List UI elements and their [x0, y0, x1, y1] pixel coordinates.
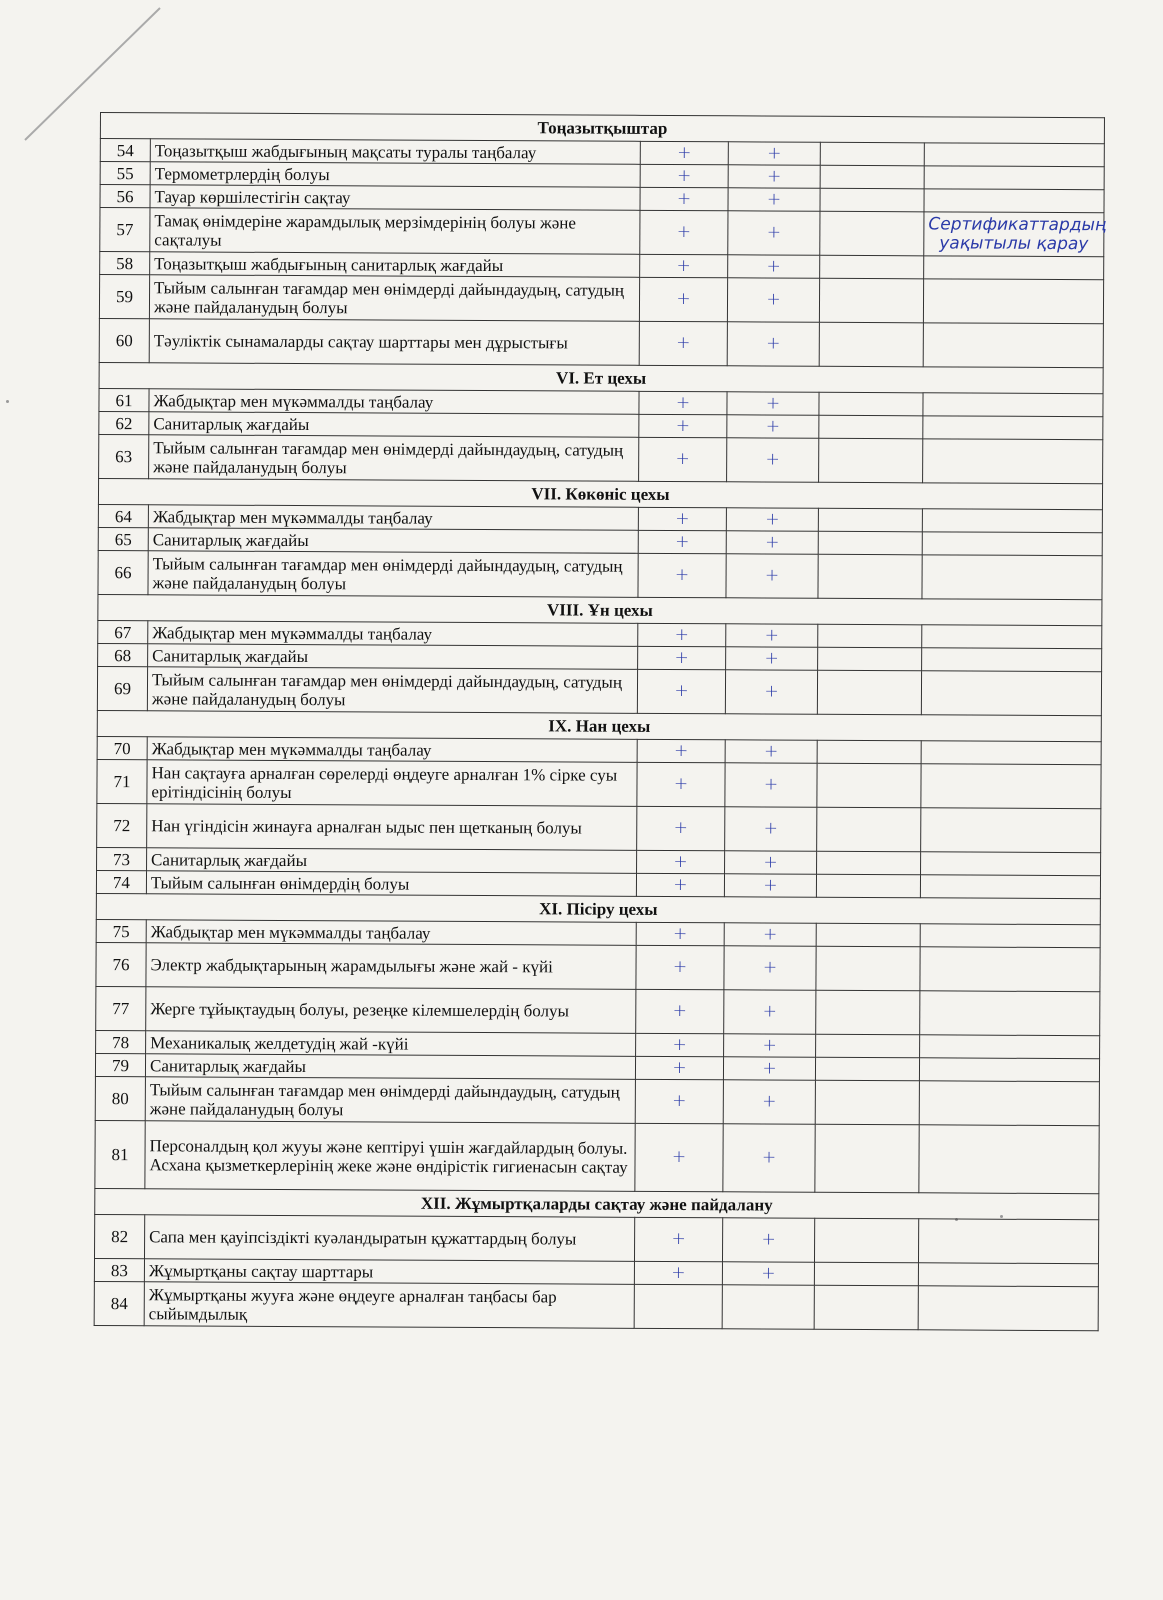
- mark-second-check: +: [724, 1034, 816, 1057]
- row-number: 75: [96, 919, 146, 942]
- mark-first-check: +: [639, 391, 727, 414]
- row-criterion-text: Термометрлердің болуы: [150, 162, 640, 188]
- row-criterion-text: Сапа мен қауіпсіздікті куәландыратын құжаттардың болуы: [144, 1215, 634, 1262]
- handwritten-note: [921, 808, 1101, 853]
- handwritten-note: [920, 924, 1100, 948]
- mark-first-check: +: [640, 210, 728, 254]
- section-title: Тоңазытқыштар: [100, 113, 1104, 144]
- row-criterion-text: Жұмыртқаны жууға және өңдеуге арналған таңбасы бар сыйымдылық: [144, 1282, 634, 1329]
- mark-first-check: +: [640, 187, 728, 210]
- row-criterion-text: Тоңазытқыш жабдығының санитарлық жағдайы: [150, 252, 640, 278]
- empty-cell: [817, 670, 921, 715]
- handwritten-note: [924, 189, 1104, 213]
- mark-first-check: +: [638, 646, 726, 669]
- row-number: 65: [98, 527, 148, 550]
- row-number: 54: [100, 139, 150, 162]
- row-number: 64: [98, 504, 148, 527]
- row-number: 63: [99, 434, 149, 478]
- table-row: [99, 318, 1103, 367]
- mark-first-check: +: [639, 277, 727, 321]
- checklist-body: [94, 113, 1107, 1331]
- mark-second-check: +: [727, 392, 819, 415]
- row-criterion-text: Механикалық желдетудің жай -күйі: [146, 1031, 636, 1057]
- table-row: [96, 986, 1100, 1035]
- table-row: [99, 275, 1103, 324]
- empty-cell: [818, 531, 922, 555]
- handwritten-note: [922, 532, 1102, 556]
- table-row: [94, 1214, 1098, 1263]
- handwritten-note: [921, 764, 1101, 809]
- table-row: [94, 1281, 1098, 1330]
- empty-cell: [820, 142, 924, 166]
- row-criterion-text: Электр жабдықтарының жарамдылығы және жай - күйі: [146, 943, 636, 990]
- mark-second-check: +: [728, 188, 820, 211]
- empty-cell: [815, 1080, 919, 1125]
- empty-cell: [816, 990, 920, 1035]
- handwritten-note: [923, 416, 1103, 440]
- checklist-table: [94, 112, 1105, 1331]
- row-number: 76: [96, 942, 146, 986]
- row-number: 74: [96, 870, 146, 893]
- row-criterion-text: Жабдықтар мен мүкәммалды таңбалау: [147, 737, 637, 763]
- handwritten-note: Сертификаттардың уақытылы қарау: [924, 212, 1104, 257]
- empty-cell: [816, 946, 920, 991]
- empty-cell: [814, 1262, 918, 1286]
- row-number: 73: [97, 847, 147, 870]
- mark-first-check: +: [638, 553, 726, 597]
- empty-cell: [818, 647, 922, 671]
- handwritten-note: [923, 323, 1103, 368]
- scan-speck: [6, 400, 9, 403]
- handwritten-note: [921, 741, 1101, 765]
- empty-cell: [817, 763, 921, 808]
- row-criterion-text: Санитарлық жағдайы: [147, 848, 637, 874]
- empty-cell: [816, 874, 920, 898]
- handwritten-note: [920, 1035, 1100, 1059]
- empty-cell: [818, 554, 922, 599]
- empty-cell: [819, 415, 923, 439]
- table-row: [96, 942, 1100, 991]
- empty-cell: [817, 740, 921, 764]
- mark-first-check: +: [638, 507, 726, 530]
- empty-cell: [815, 1057, 919, 1081]
- mark-second-check: +: [727, 438, 819, 482]
- section-title: XII. Жұмыртқаларды сақтау және пайдалану: [95, 1188, 1099, 1219]
- table-row: [95, 1076, 1099, 1125]
- handwritten-note: [921, 852, 1101, 876]
- handwritten-note: [919, 1081, 1099, 1126]
- row-criterion-text: Тыйым салынған тағамдар мен өнімдерді дайындаудың, сатудың және пайдаланудың болуы: [145, 1077, 635, 1124]
- mark-second-check: +: [724, 946, 816, 990]
- mark-first-check: +: [634, 1217, 722, 1261]
- mark-first-check: +: [636, 922, 724, 945]
- mark-first-check: +: [635, 1056, 723, 1079]
- table-row: [100, 208, 1104, 257]
- mark-first-check: +: [634, 1261, 722, 1284]
- table-row: [98, 550, 1102, 599]
- row-criterion-text: Жұмыртқаны сақтау шарттары: [144, 1259, 634, 1285]
- row-number: 77: [96, 986, 146, 1030]
- mark-first-check: +: [639, 437, 727, 481]
- row-number: 58: [100, 252, 150, 275]
- mark-first-check: +: [636, 945, 724, 989]
- empty-cell: [820, 165, 924, 189]
- handwritten-note: [918, 1219, 1098, 1264]
- handwritten-note: [923, 439, 1103, 484]
- row-criterion-text: Нан сақтауға арналған сөрелерді өңдеуге арналған 1% сірке суы ерітіндісінің болуы: [147, 760, 637, 807]
- handwritten-note: [918, 1263, 1098, 1287]
- handwritten-note: [924, 143, 1104, 167]
- table-row: [97, 803, 1101, 852]
- mark-first-check: +: [637, 739, 725, 762]
- row-criterion-text: Санитарлық жағдайы: [145, 1054, 635, 1080]
- mark-second-check: +: [722, 1218, 814, 1262]
- empty-cell: [817, 807, 921, 852]
- mark-first-check: +: [636, 873, 724, 896]
- handwritten-note: [922, 648, 1102, 672]
- handwritten-note: [921, 671, 1101, 716]
- mark-first-check: +: [635, 1123, 723, 1191]
- mark-second-check: +: [728, 211, 820, 255]
- mark-second-check: +: [722, 1262, 814, 1285]
- mark-second-check: +: [726, 554, 818, 598]
- mark-second-check: +: [725, 740, 817, 763]
- handwritten-note: [920, 947, 1100, 992]
- row-criterion-text: Персоналдың қол жууы және кептіруі үшін жағдайлардың болуы. Асхана қызметкерлерінің жеке және өндірістік гигиенасын сақтау: [145, 1121, 635, 1192]
- mark-second-check: +: [724, 874, 816, 897]
- mark-second-check: +: [727, 322, 819, 366]
- mark-first-check: [634, 1284, 722, 1328]
- mark-second-check: +: [727, 415, 819, 438]
- handwritten-note: [922, 555, 1102, 600]
- mark-first-check: +: [638, 530, 726, 553]
- mark-first-check: +: [639, 321, 727, 365]
- section-title: VI. Ет цехы: [99, 362, 1103, 393]
- row-number: 80: [95, 1076, 145, 1120]
- row-number: 83: [94, 1258, 144, 1281]
- row-criterion-text: Тыйым салынған өнімдердің болуы: [146, 871, 636, 897]
- mark-second-check: +: [726, 508, 818, 531]
- empty-cell: [820, 255, 924, 279]
- empty-cell: [818, 624, 922, 648]
- row-number: 55: [100, 162, 150, 185]
- table-row: [99, 434, 1103, 483]
- mark-first-check: +: [638, 623, 726, 646]
- row-number: 84: [94, 1281, 144, 1325]
- empty-cell: [814, 1285, 918, 1330]
- row-criterion-text: Тауар көршілестігін сақтау: [150, 185, 640, 211]
- row-criterion-text: Нан үгіндісін жинауға арналған ыдыс пен щетканың болуы: [147, 804, 637, 851]
- row-number: 71: [97, 759, 147, 803]
- empty-cell: [817, 851, 921, 875]
- table-row: [97, 759, 1101, 808]
- row-criterion-text: Тыйым салынған тағамдар мен өнімдерді дайындаудың, сатудың және пайдаланудың болуы: [147, 667, 637, 714]
- mark-first-check: +: [637, 669, 725, 713]
- mark-second-check: +: [726, 531, 818, 554]
- row-number: 56: [100, 185, 150, 208]
- mark-second-check: +: [723, 1080, 815, 1124]
- row-criterion-text: Санитарлық жағдайы: [149, 412, 639, 438]
- row-criterion-text: Жерге тұйықтаудың болуы, резеңке кілемшелердің болуы: [146, 987, 636, 1034]
- empty-cell: [819, 438, 923, 483]
- row-criterion-text: Тамақ өнімдеріне жарамдылық мерзімдерінің болуы және сақталуы: [150, 208, 640, 255]
- row-criterion-text: Санитарлық жағдайы: [148, 528, 638, 554]
- row-number: 81: [95, 1120, 145, 1188]
- row-number: 61: [99, 388, 149, 411]
- mark-first-check: +: [640, 141, 728, 164]
- mark-second-check: +: [726, 647, 818, 670]
- mark-first-check: +: [635, 1079, 723, 1123]
- row-number: 66: [98, 550, 148, 594]
- empty-cell: [816, 923, 920, 947]
- handwritten-note: [922, 509, 1102, 533]
- empty-cell: [818, 508, 922, 532]
- row-criterion-text: Тоңазытқыш жабдығының мақсаты туралы таңбалау: [150, 139, 640, 165]
- empty-cell: [816, 1034, 920, 1058]
- section-title: VIII. Ұн цехы: [98, 594, 1102, 625]
- row-criterion-text: Тыйым салынған тағамдар мен өнімдерді дайындаудың, сатудың және пайдаланудың болуы: [149, 275, 639, 322]
- mark-first-check: +: [639, 414, 727, 437]
- row-criterion-text: Жабдықтар мен мүкәммалды таңбалау: [148, 505, 638, 531]
- handwritten-note: [924, 166, 1104, 190]
- section-title: VII. Көкөніс цехы: [98, 478, 1102, 509]
- mark-second-check: +: [725, 763, 817, 807]
- row-criterion-text: Тыйым салынған тағамдар мен өнімдерді дайындаудың, сатудың және пайдаланудың болуы: [149, 435, 639, 482]
- mark-first-check: +: [636, 989, 724, 1033]
- mark-second-check: +: [723, 1057, 815, 1080]
- mark-second-check: [722, 1285, 814, 1329]
- mark-second-check: +: [725, 807, 817, 851]
- row-number: 62: [99, 411, 149, 434]
- row-number: 70: [97, 736, 147, 759]
- row-number: 69: [97, 666, 147, 710]
- row-number: 60: [99, 318, 149, 362]
- handwritten-note: [918, 1286, 1098, 1331]
- handwritten-note: [919, 1125, 1099, 1194]
- mark-second-check: +: [728, 165, 820, 188]
- row-number: 68: [98, 643, 148, 666]
- mark-second-check: +: [724, 990, 816, 1034]
- mark-second-check: +: [725, 670, 817, 714]
- handwritten-note: [922, 625, 1102, 649]
- mark-second-check: +: [724, 923, 816, 946]
- row-number: 59: [99, 275, 149, 319]
- table-row: [97, 666, 1101, 715]
- row-number: 72: [97, 803, 147, 847]
- handwritten-note: [920, 991, 1100, 1036]
- empty-cell: [815, 1124, 919, 1193]
- table-row: [95, 1120, 1099, 1193]
- empty-cell: [819, 322, 923, 367]
- empty-cell: [814, 1218, 918, 1263]
- row-number: 67: [98, 620, 148, 643]
- mark-first-check: +: [637, 762, 725, 806]
- handwritten-note: [923, 393, 1103, 417]
- mark-first-check: +: [636, 1033, 724, 1056]
- row-criterion-text: Жабдықтар мен мүкәммалды таңбалау: [149, 389, 639, 415]
- row-number: 79: [95, 1053, 145, 1076]
- mark-second-check: +: [728, 142, 820, 165]
- mark-first-check: +: [637, 806, 725, 850]
- handwritten-note: [923, 279, 1103, 324]
- empty-cell: [820, 211, 924, 256]
- mark-second-check: +: [725, 851, 817, 874]
- section-title: IX. Нан цехы: [97, 710, 1101, 741]
- handwritten-note: [924, 256, 1104, 280]
- row-criterion-text: Тыйым салынған тағамдар мен өнімдерді дайындаудың, сатудың және пайдаланудың болуы: [148, 551, 638, 598]
- empty-cell: [820, 188, 924, 212]
- mark-second-check: +: [723, 1124, 815, 1192]
- row-criterion-text: Жабдықтар мен мүкәммалды таңбалау: [148, 621, 638, 647]
- row-number: 57: [100, 208, 150, 252]
- mark-first-check: +: [637, 850, 725, 873]
- mark-second-check: +: [726, 624, 818, 647]
- row-number: 78: [96, 1030, 146, 1053]
- handwritten-note: [920, 875, 1100, 899]
- empty-cell: [819, 392, 923, 416]
- mark-first-check: +: [640, 164, 728, 187]
- mark-second-check: +: [727, 278, 819, 322]
- mark-second-check: +: [728, 255, 820, 278]
- row-criterion-text: Санитарлық жағдайы: [148, 644, 638, 670]
- row-criterion-text: Жабдықтар мен мүкәммалды таңбалау: [146, 920, 636, 946]
- row-number: 82: [94, 1214, 144, 1258]
- mark-first-check: +: [640, 254, 728, 277]
- section-title: XI. Пісіру цехы: [96, 893, 1100, 924]
- handwritten-note: [919, 1058, 1099, 1082]
- row-criterion-text: Тәуліктік сынамаларды сақтау шарттары мен дұрыстығы: [149, 319, 639, 366]
- empty-cell: [819, 278, 923, 323]
